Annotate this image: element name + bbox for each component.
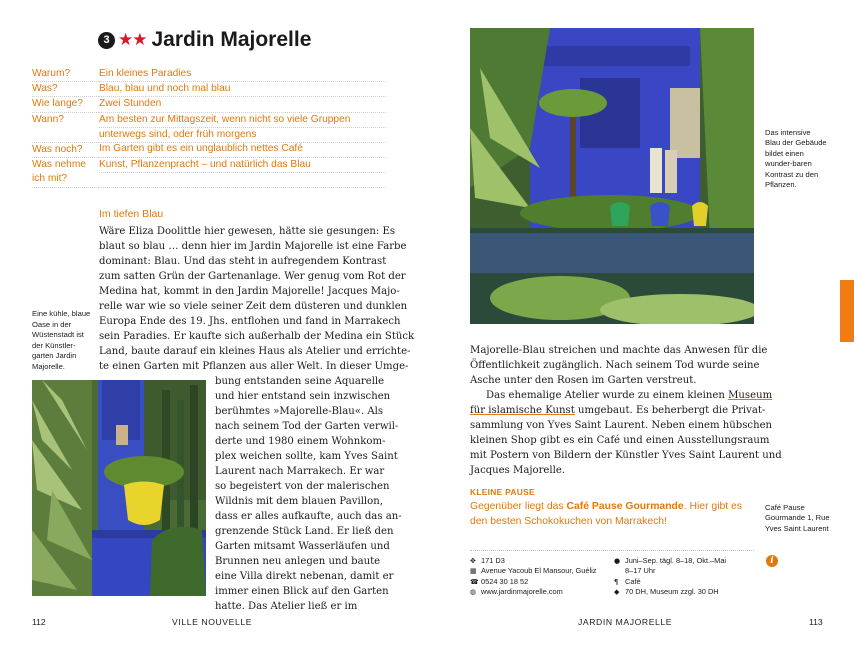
text-line — [470, 388, 782, 403]
museum-link[interactable]: Museum — [728, 390, 773, 401]
text-line: bung entstanden seine Aquarelle — [215, 376, 385, 387]
text-line: hatte. Das Atelier ließ er im — [215, 601, 358, 612]
fact-question: Wann? — [32, 113, 64, 125]
text-line: so begeistert von der malerischen — [215, 481, 390, 492]
info-icon: i — [766, 555, 778, 567]
garden-photo-right — [470, 28, 754, 324]
page-number-left: 112 — [32, 617, 46, 627]
fact-answer: Zwei Stunden — [99, 97, 386, 112]
map-reference: 171 D3 — [481, 556, 505, 565]
pause-text-post: . Hier gibt es den besten Schokokuchen von Marrakech! — [470, 501, 743, 527]
fact-row — [32, 82, 386, 97]
info-item — [614, 587, 764, 597]
fact-answer — [99, 158, 386, 188]
text-line: immer einen Blick auf den Garten — [215, 586, 389, 597]
body-text-narrow — [215, 374, 402, 614]
pause-label: KLEINE PAUSE — [470, 487, 535, 497]
text-line: plex weichen sollte, kam Yves Saint — [215, 451, 398, 462]
opening-hours: Juni–Sep. tägl. 8–18, Okt.–Mai — [625, 556, 727, 565]
text-line: Medina hat, kommt in den Jardin Majorelle! Jacques Majo- — [99, 286, 400, 297]
running-title-left: VILLE NOUVELLE — [172, 617, 253, 627]
info-block-right — [614, 556, 764, 598]
text-line: derte und 1980 einem Wohnkom- — [215, 436, 386, 447]
pause-text-pre: Gegenüber liegt das — [470, 501, 567, 512]
sight-number-badge: 3 — [98, 32, 115, 49]
text-line: Laurent nach Marrakech. Er war — [215, 466, 385, 477]
web-icon: ◍ — [470, 588, 477, 597]
text-line: zum satten Grün der Gartenanlage. Wer genug vom Rot der — [99, 271, 406, 282]
text-line: sein Paradies. Er kaufte sich außerhalb der Medina ein Stück — [99, 331, 415, 342]
text-line: berühmtes »Majorelle-Blau«. Als — [215, 406, 384, 417]
text-line: dominant: Blau. Und das steht in aufregendem Kontrast — [99, 256, 387, 267]
text-line: eine Villa direkt nebenan, damit er — [215, 571, 394, 582]
page-title — [98, 26, 311, 54]
chapter-edge-tab — [840, 280, 854, 342]
fact-answer: Ein kleines Paradies — [99, 67, 386, 82]
building-icon: ▦ — [470, 567, 477, 576]
fact-row — [32, 67, 386, 82]
section-heading: Im tiefen Blau — [99, 208, 164, 220]
text-line: Garten mitsamt Wasserläufen und — [215, 541, 390, 552]
text-line: Asche unter den Rosen im Garten verstreut. — [470, 375, 697, 386]
garden-illustration-right — [470, 28, 754, 324]
cafe-info: Café — [625, 576, 641, 586]
info-item — [470, 587, 620, 597]
info-item — [614, 556, 764, 566]
photo-caption-left: Eine kühle, blaue Oase in der Wüstenstadt ist der Künstler-garten Jardin Majorelle. — [32, 309, 91, 371]
text-fragment: Das ehemalige Atelier wurde zu einem kleinen — [486, 390, 729, 401]
fact-question: Warum? — [32, 67, 99, 82]
website-link[interactable]: www.jardinmajorelle.com — [481, 587, 563, 597]
opening-hours-cont: 8–17 Uhr — [625, 566, 656, 576]
fact-question: Wie lange? — [32, 97, 99, 112]
body-text-wide — [99, 224, 414, 374]
text-line: nach seinem Tod der Garten verwil- — [215, 421, 399, 432]
fact-question: Was nehme ich mit? — [32, 158, 99, 188]
text-line: Jacques Majorelle. — [470, 465, 566, 476]
photo-caption-right: Das intensive Blau der Gebäude bildet einen wunder-baren Kontrast zu den Pflanzen. — [765, 128, 827, 190]
body-text-right — [470, 343, 782, 478]
icon-spacer — [614, 566, 625, 576]
text-line: dass er alles aufkaufte, auch das an- — [215, 511, 402, 522]
text-line: Wäre Eliza Doolittle hier gewesen, hätte sie gesungen: Es — [99, 226, 396, 237]
rating-stars: ★★ — [118, 30, 147, 50]
fact-row — [32, 113, 386, 143]
text-line: Majorelle-Blau streichen und machte das Anwesen für die — [470, 345, 768, 356]
museum-link-cont[interactable]: für islamische Kunst — [470, 405, 575, 416]
ticket-icon: ◆ — [614, 588, 620, 597]
text-line: Öffentlichkeit zugänglich. Nach seinem Tod wurde seine — [470, 360, 760, 371]
pause-text — [470, 500, 760, 529]
address: Avenue Yacoub El Mansour, Guéliz — [481, 566, 597, 576]
garden-illustration-left — [32, 380, 206, 596]
text-line: und hier entstand sein inzwischen — [215, 391, 391, 402]
fact-answer: Blau, blau und noch mal blau — [99, 82, 386, 97]
info-item — [470, 556, 620, 566]
fact-answer-line: Kunst, Pflanzenpracht – und natürlich das Blau — [99, 158, 386, 173]
text-line: Land, baute darauf ein kleines Haus als Atelier und errichte- — [99, 346, 411, 357]
clock-icon: ● — [614, 557, 621, 565]
map-pin-icon: ✥ — [470, 557, 476, 565]
admission-price: 70 DH, Museum zzgl. 30 DH — [625, 587, 719, 597]
fact-question: Was? — [32, 82, 99, 97]
info-item — [470, 577, 620, 587]
fact-answer — [99, 113, 386, 143]
fact-row — [32, 97, 386, 112]
running-title-right: JARDIN MAJORELLE — [578, 617, 673, 627]
fact-answer: Im Garten gibt es ein unglaublich nettes Café — [99, 142, 386, 158]
fact-row — [32, 158, 386, 188]
fact-question: Was noch? — [32, 142, 99, 158]
info-divider — [470, 550, 754, 551]
text-line — [470, 403, 782, 418]
text-line: blaut so blau … denn hier im Jardin Majorelle ist eine Farbe — [99, 241, 407, 252]
cafe-name: Café Pause Gourmande — [566, 501, 684, 512]
info-block-left — [470, 556, 620, 598]
text-line: mit Postern von Bildern der Künstler Yves Saint Laurent und — [470, 450, 782, 461]
title-text: Jardin Majorelle — [151, 28, 312, 51]
garden-photo-left — [32, 380, 206, 596]
text-line: sammlung von Yves Saint Laurent. Neben einem hübschen — [470, 420, 773, 431]
facts-table — [32, 67, 386, 188]
text-line: te einen Garten mit Pflanzen aus aller Welt. In dieser Umge- — [99, 361, 409, 372]
text-line: relle war wie so viele seiner Zeit dem düsteren und dunklen — [99, 301, 408, 312]
text-line: grenzende Stück Land. Er ließ den — [215, 526, 394, 537]
phone-icon: ☎ — [470, 577, 479, 586]
info-item — [614, 566, 764, 576]
text-fragment: umgebaut. Es beherbergt die Privat- — [574, 405, 766, 416]
fact-row — [32, 142, 386, 158]
text-line: Europa Ende des 19. Jhs. entflohen und fand in Marrakech — [99, 316, 401, 327]
fact-answer-spacer — [99, 173, 386, 187]
page-number-right: 113 — [809, 617, 823, 627]
phone-number: 0524 30 18 52 — [481, 576, 529, 586]
info-item — [614, 577, 764, 587]
text-line: Wildnis mit dem blauen Pavillon, — [215, 496, 383, 507]
fact-answer-line: Am besten zur Mittagszeit, wenn nicht so viele Gruppen — [99, 113, 386, 128]
info-item — [470, 566, 620, 576]
text-line: kleinen Shop gibt es ein Café und einen Ausstellungsraum — [470, 435, 770, 446]
fact-answer-line: unterwegs sind, oder früh morgens — [99, 128, 386, 143]
cafe-address: Café Pause Gourmande 1, Rue Yves Saint Laurent — [765, 503, 830, 533]
text-line: Brunnen neu anlegen und baute — [215, 556, 381, 567]
cafe-icon: ¶ — [614, 577, 619, 586]
